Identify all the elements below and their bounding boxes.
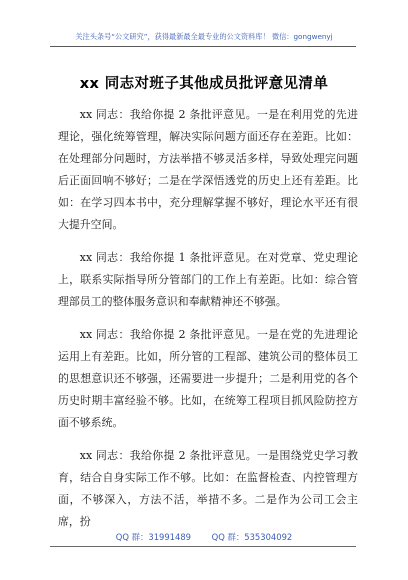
paragraph: xx 同志：我给你提 2 条批评意见。一是围绕党史学习教育，结合自身实际工作不够。比如：在监督检查、内控管理方面，不够深入，方法不活，举措不多。二是作为公司工会主席，扮 xyxy=(58,449,358,528)
header-divider xyxy=(50,46,356,47)
document-title: xx 同志对班子其他成员批评意见清单 xyxy=(79,76,329,92)
document-body xyxy=(58,104,358,544)
page-footer xyxy=(0,531,408,543)
paragraph: xx 同志：我给你提 2 条批评意见。一是在党的先进理论运用上有差距。比如，所分管的工程部、建筑公司的整体员工的思想意识还不够强，还需要进一步提升；二是利用党的各个历史时期丰富经验不够。比如，在统筹工程项目抓风险防控方面不够系统。 xyxy=(58,328,358,429)
paragraph: xx 同志：我给你提 2 条批评意见。一是在利用党的先进理论，强化统筹管理，解决实际问题方面还存在差距。比如：在处理部分问题时，方法举措不够灵活多样，导致处理完问题后正面回响不够好；二是在学深悟透党的历史上还有差距。比如：在学习四本书中，充分理解掌握不够好，理论水平还有很大提升空间。 xyxy=(58,108,358,231)
footer-qq-group-2: QQ 群：535304092 xyxy=(211,532,293,542)
footer-qq-group-1: QQ 群：31991489 xyxy=(115,532,191,542)
page-header: 关注头条号“公文研究”，获得最新最全最专业的公文资料库！ 微信：gongwenyj xyxy=(75,32,333,41)
footer-divider xyxy=(50,546,356,547)
paragraph: xx 同志：我给你提 1 条批评意见。在对党章、党史理论上，联系实际指导所分管部门的工作上有差距。比如：综合管理部员工的整体服务意识和奉献精神还不够强。 xyxy=(58,251,358,308)
